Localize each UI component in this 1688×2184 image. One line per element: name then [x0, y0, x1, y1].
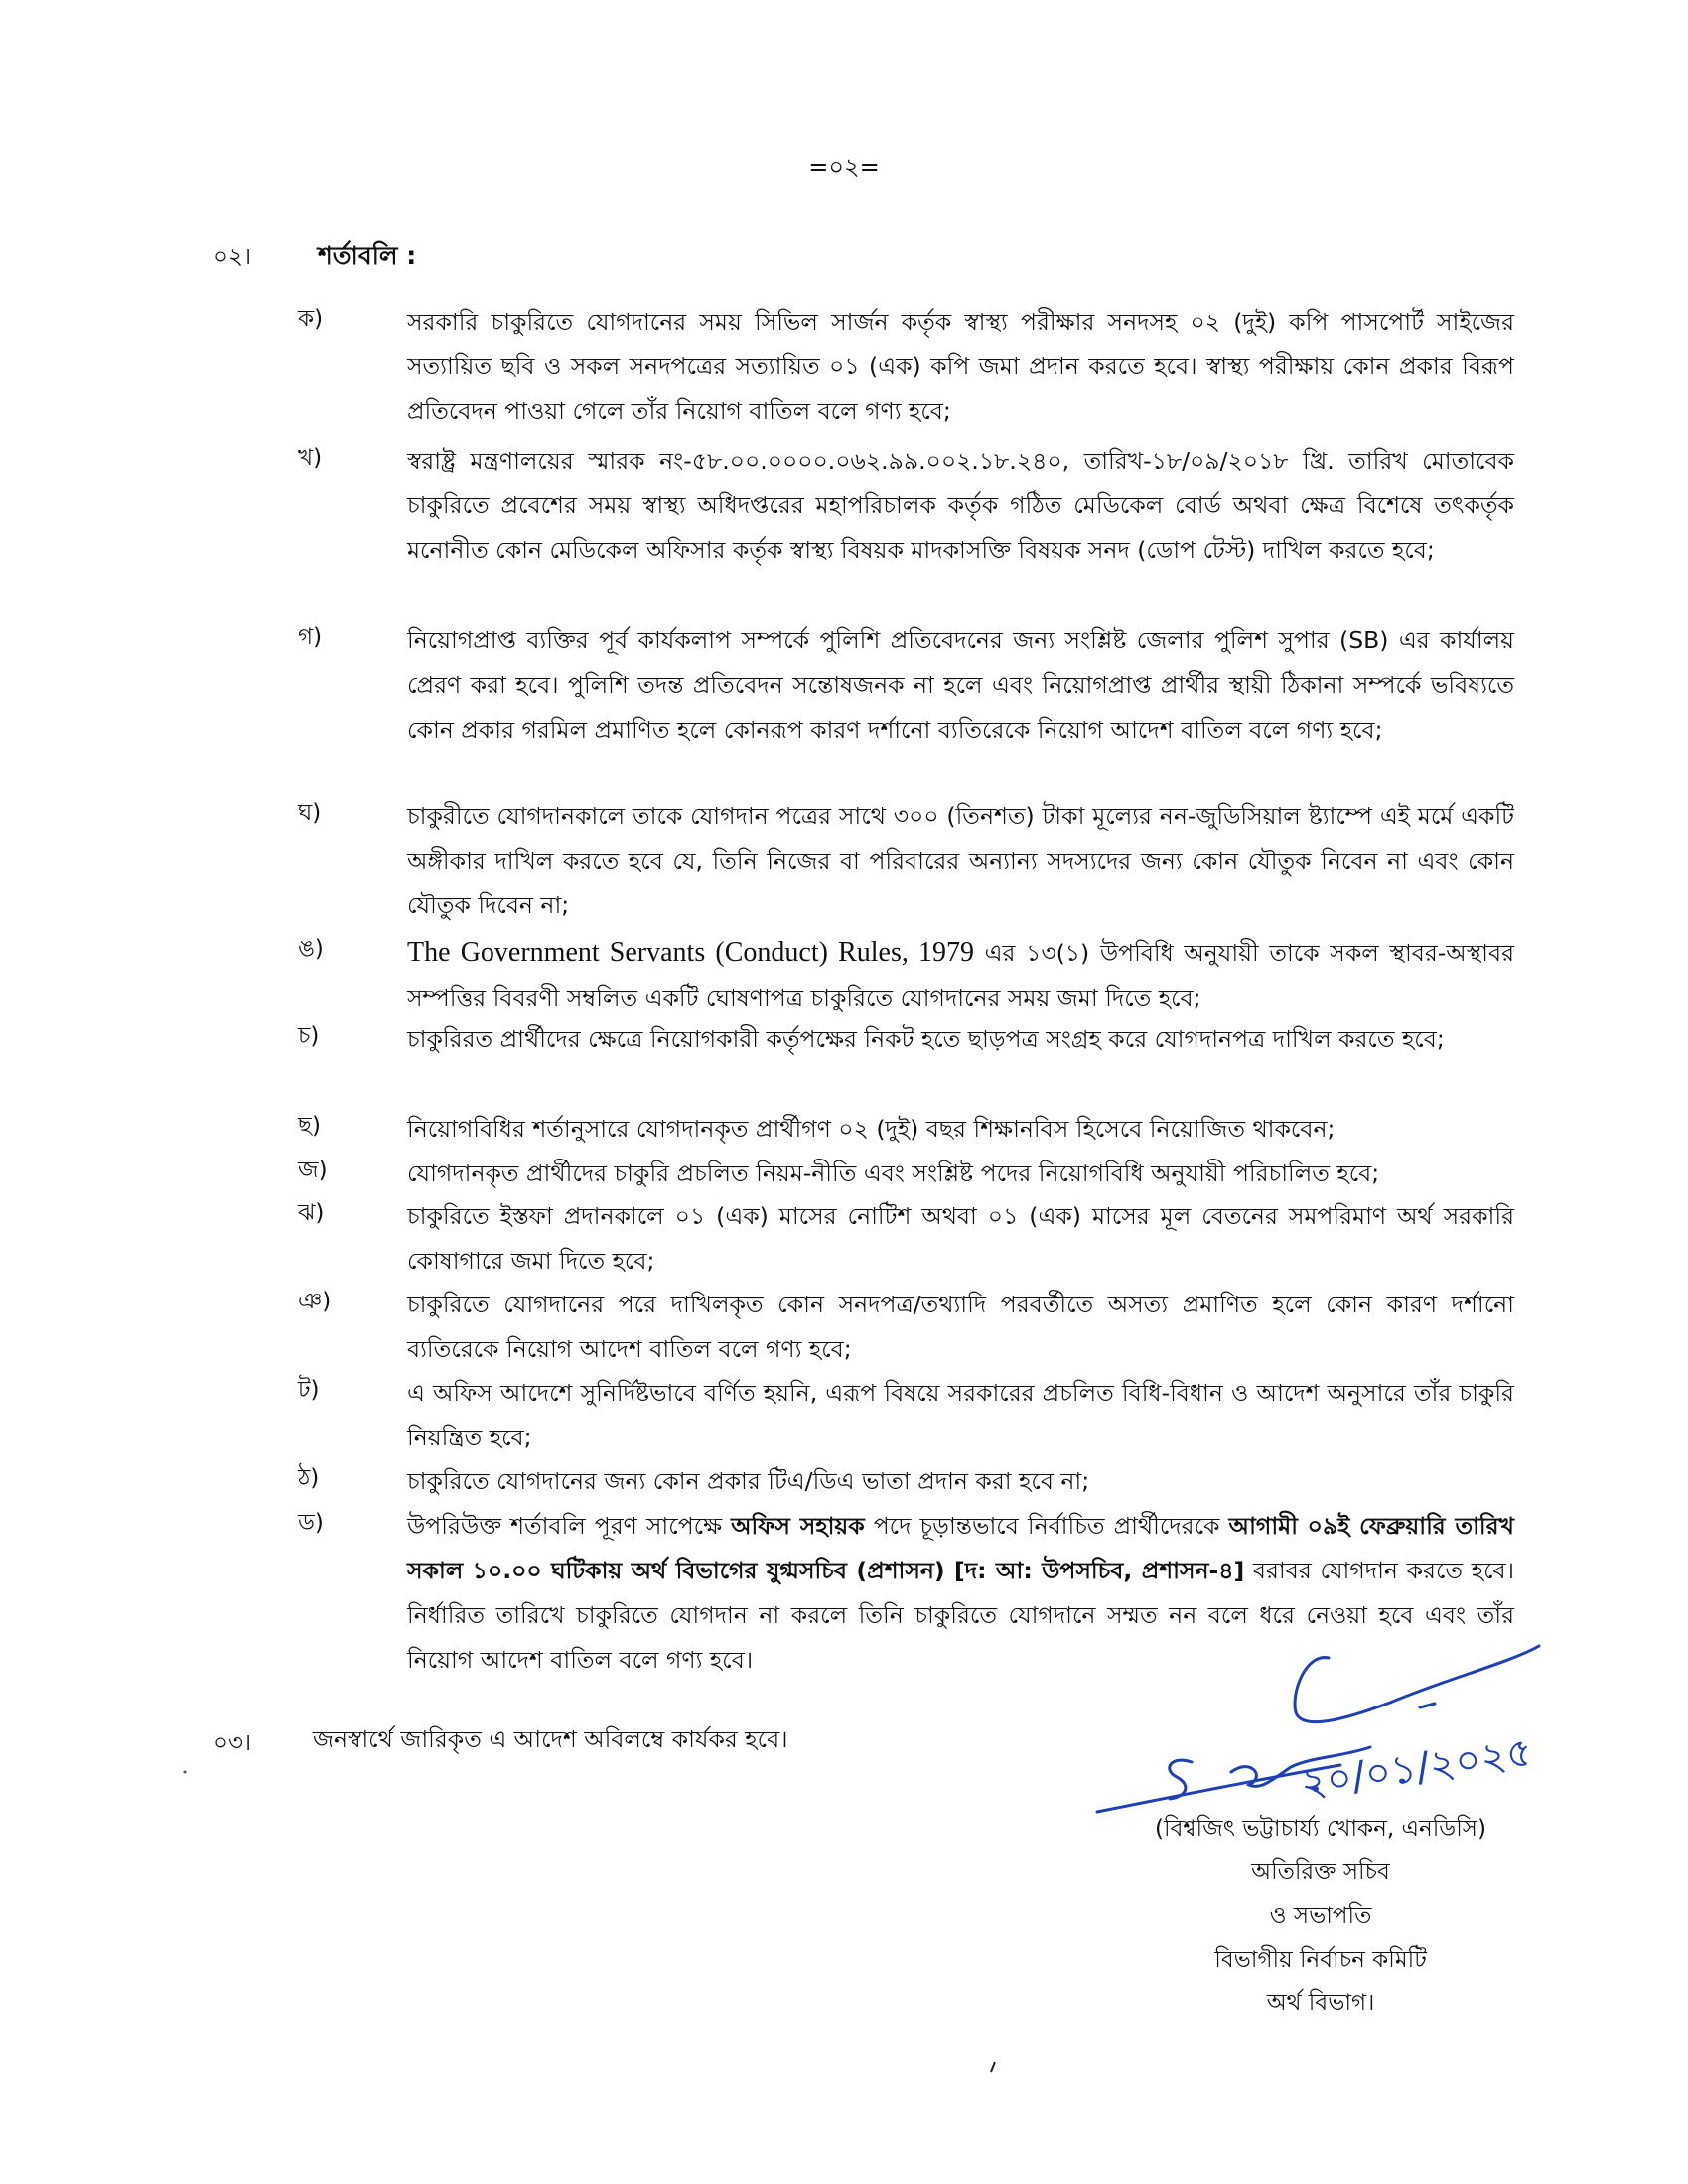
- clause-text: চাকুরিতে ইস্তফা প্রদানকালে ০১ (এক) মাসের নোটিশ অথবা ০১ (এক) মাসের মূল বেতনের সমপরিমাণ অর্থ সরকারি কোষাগারে জমা দিতে হবে;: [407, 1202, 1514, 1275]
- clause-label: গ): [298, 624, 323, 650]
- signatory-role: ও সভাপতি: [1269, 1903, 1372, 1929]
- clause-label: চ): [298, 1024, 320, 1049]
- clause-text-rest: এর ১৩(১) উপবিধি অনুযায়ী তাকে সকল স্থাবর-অস্থাবর সম্পত্তির বিবরণী সম্বলিত একটি ঘোষণাপত্র চাকুরিতে যোগদানের সময় জমা দিতে হবে;: [407, 939, 1514, 1012]
- clause-label: ঙ): [298, 936, 324, 962]
- scan-dot: [182, 1769, 188, 1775]
- post-name: অফিস সহায়ক: [731, 1512, 865, 1540]
- clause-text-part: বরাবর যোগদান করতে হবে। নির্ধারিত তারিখে চাকুরিতে যোগদান না করলে তিনি চাকুরিতে যোগদানে সম্মত নন বলে ধরে নেওয়া হবে এবং তাঁর নিয়োগ আদেশ বাতিল বলে গণ্য হবে।: [407, 1557, 1514, 1674]
- signatory-name: (বিশ্বজিৎ ভট্টাচার্য্য খোকন, এনডিসি): [1155, 1816, 1486, 1842]
- section-number: ০৩।: [213, 1730, 252, 1756]
- clause-text: নিয়োগপ্রাপ্ত ব্যক্তির পূর্ব কার্যকলাপ সম্পর্কে পুলিশি প্রতিবেদনের জন্য সংশ্লিষ্ট জেলার পুলিশ সুপার (SB) এর কার্যালয় প্রেরণ করা হবে। পুলিশি তদন্ত প্রতিবেদন সন্তোষজনক না হলে এবং নিয়োগপ্রাপ্ত প্রার্থীর স্থায়ী ঠিকানা সম্পর্কে ভবিষ্যতে কোন প্রকার গরমিল প্রমাণিত হলে কোনরূপ কারণ দর্শানো ব্যতিরেকে নিয়োগ আদেশ বাতিল বলে গণ্য হবে;: [407, 626, 1514, 744]
- clause-label: খ): [298, 445, 323, 471]
- clause-label: ঠ): [298, 1465, 320, 1491]
- clause-text: নিয়োগবিধির শর্তানুসারে যোগদানকৃত প্রার্থীগণ ০২ (দুই) বছর শিক্ষানবিস হিসেবে নিয়োজিত থাকবেন;: [407, 1115, 1336, 1143]
- page-number: =০২=: [808, 153, 880, 181]
- signatory-committee: বিভাগীয় নির্বাচন কমিটি: [1214, 1947, 1427, 1973]
- handwritten-date: ২০/০১/২০২৫: [1297, 1729, 1536, 1808]
- signatory-division: অর্থ বিভাগ।: [1266, 1990, 1375, 2016]
- clause-label: ঝ): [298, 1200, 325, 1226]
- clause-text: চাকুরিতে যোগদানের পরে দাখিলকৃত কোন সনদপত্র/তথ্যাদি পরবর্তীতে অসত্য প্রমাণিত হলে কোন কারণ দর্শানো ব্যতিরেকে নিয়োগ আদেশ বাতিল বলে গণ্য হবে;: [407, 1291, 1514, 1363]
- clause-text: চাকুরিরত প্রার্থীদের ক্ষেত্রে নিয়োগকারী কর্তৃপক্ষের নিকট হতে ছাড়পত্র সংগ্রহ করে যোগদানপত্র দাখিল করতে হবে;: [407, 1025, 1445, 1053]
- section-title: শর্তাবলি :: [318, 241, 417, 270]
- clause-label: ছ): [298, 1113, 321, 1139]
- clause-text: যোগদানকৃত প্রার্থীদের চাকুরি প্রচলিত নিয়ম-নীতি এবং সংশ্লিষ্ট পদের নিয়োগবিধি অনুযায়ী পরিচালিত হবে;: [407, 1160, 1380, 1187]
- clause-label: ড): [298, 1510, 324, 1536]
- clause-text: চাকুরিতে যোগদানের জন্য কোন প্রকার টিএ/ডিএ ভাতা প্রদান করা হবে না;: [407, 1467, 1090, 1495]
- clause-label: জ): [298, 1158, 328, 1183]
- clause-label: ট): [298, 1377, 320, 1403]
- clause-text: স্বরাষ্ট্র মন্ত্রণালয়ের স্মারক নং-৫৮.০০.০০০০.০৬২.৯৯.০০২.১৮.২৪০, তারিখ-১৮/০৯/২০১৮ খ্রি. তারিখ মোতাবেক চাকুরিতে প্রবেশের সময় স্বাস্থ্য অধিদপ্তরের মহাপরিচালক কর্তৃক গঠিত মেডিকেল বোর্ড অথবা ক্ষেত্র বিশেষে তৎকর্তৃক মনোনীত কোন মেডিকেল অফিসার কর্তৃক স্বাস্থ্য বিষয়ক মাদকাসক্তি বিষয়ক সনদ (ডোপ টেস্ট) দাখিল করতে হবে;: [407, 447, 1514, 564]
- clause-text: এ অফিস আদেশে সুনির্দিষ্টভাবে বর্ণিত হয়নি, এরূপ বিষয়ে সরকারের প্রচলিত বিধি-বিধান ও আদেশ অনুসারে তাঁর চাকুরি নিয়ন্ত্রিত হবে;: [407, 1379, 1514, 1451]
- signatory-designation: অতিরিক্ত সচিব: [1251, 1859, 1390, 1885]
- scan-mark: [988, 2060, 998, 2074]
- signature-block: [1112, 1807, 1529, 2025]
- rules-title: The Government Servants (Conduct) Rules, 1979: [407, 937, 975, 968]
- clause-text: সরকারি চাকুরিতে যোগদানের সময় সিভিল সার্জন কর্তৃক স্বাস্থ্য পরীক্ষার সনদসহ ০২ (দুই) কপি পাসপোর্ট সাইজের সত্যায়িত ছবি ও সকল সনদপত্রের সত্যায়িত ০১ (এক) কপি জমা প্রদান করতে হবে। স্বাস্থ্য পরীক্ষায় কোন প্রকার বিরূপ প্রতিবেদন পাওয়া গেলে তাঁর নিয়োগ বাতিল বলে গণ্য হবে;: [407, 308, 1514, 425]
- clause-text-part: উপরিউক্ত শর্তাবলি পূরণ সাপেক্ষে: [407, 1512, 732, 1540]
- clause-text-part: পদে চূড়ান্তভাবে নির্বাচিত প্রার্থীদেরকে: [864, 1512, 1229, 1540]
- section-number: ০২।: [213, 244, 252, 270]
- joining-details: আগামী ০৯ই ফেব্রুয়ারি তারিখ সকাল ১০.০০ ঘটিকায় অর্থ বিভাগের যুগ্মসচিব (প্রশাসন) [দ: আ: উপসচিব, প্রশাসন-৪]: [407, 1512, 1514, 1584]
- clause-label: ঘ): [298, 800, 322, 826]
- clause-label: ঞ): [298, 1289, 332, 1314]
- closing-statement: জনস্বার্থে জারিকৃত এ আদেশ অবিলম্বে কার্যকর হবে।: [313, 1725, 788, 1753]
- clause-text: চাকুরীতে যোগদানকালে তাকে যোগদান পত্রের সাথে ৩০০ (তিনশত) টাকা মূল্যের নন-জুডিসিয়াল ষ্ট্যাম্পে এই মর্মে একটি অঙ্গীকার দাখিল করতে হবে যে, তিনি নিজের বা পরিবারের অন্যান্য সদস্যদের জন্য কোন যৌতুক নিবেন না এবং কোন যৌতুক দিবেন না;: [407, 802, 1514, 919]
- clause-text: [407, 930, 1514, 1021]
- clause-label: ক): [298, 306, 324, 332]
